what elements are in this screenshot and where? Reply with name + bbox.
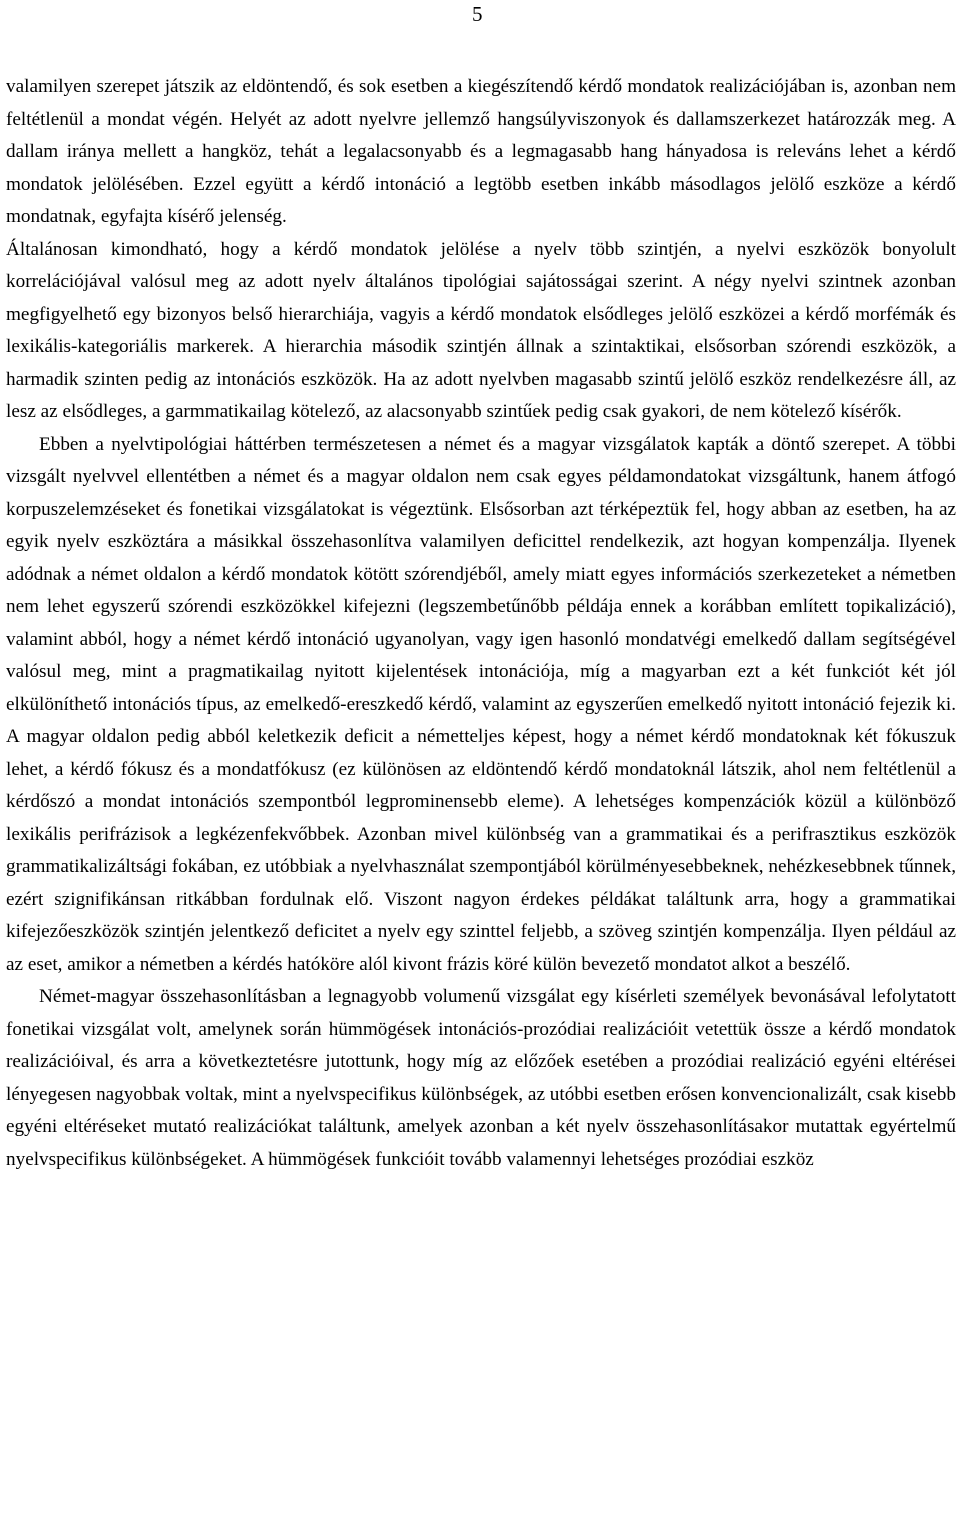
- paragraph: valamilyen szerepet játszik az eldöntendő, és sok esetben a kiegészítendő kérdő mondatok realizációjában is, azonban nem feltétlenül a mondat végén. Helyét az adott nyelvre jellemző hangsúlyviszonyok és dallamszerkezet határozzák meg. A dallam iránya mellett a hangköz, tehát a legalacsonyabb és a legmagasabb hang hányadosa is releváns lehet a kérdő mondatok jelölésében. Ezzel együtt a kérdő intonáció a legtöbb esetben inkább másodlagos jelölő eszköze a kérdő mondatnak, egyfajta kísérő jelenség.: [6, 76, 956, 227]
- paragraph: Német-magyar összehasonlításban a legnagyobb volumenű vizsgálat egy kísérleti személyek bevonásával lefolytatott fonetikai vizsgálat volt, amelynek során hümmögések intonációs-prozódiai realizációit vetettük össze a kérdő mondatok realizációival, és arra a következtetésre jutottunk, hogy míg az előzőek esetében a prozódiai realizáció egyéni eltérései lényegesen nagyobbak voltak, mint a nyelvspecifikus különbségek, az utóbbi esetben erősen konvencionalizált, csak kisebb egyéni eltéréseket mutató realizációkat találtunk, amelyek azonban a két nyelv összehasonlításakor mutattak egyértelmű nyelvspecifikus különbségeket. A hümmögések funkcióit tovább valamennyi lehetséges prozódiai eszköz: [6, 986, 956, 1170]
- body-text: [6, 71, 956, 1176]
- paragraph: Általánosan kimondható, hogy a kérdő mondatok jelölése a nyelv több szintjén, a nyelvi eszközök bonyolult korrelációjával valósul meg az adott nyelv általános tipológiai sajátosságai szerint. A négy nyelvi szintnek azonban megfigyelhető egy bizonyos belső hierarchiája, vagyis a kérdő mondatok elsődleges jelölő eszközei a kérdő morfémák és lexikális-kategoriális markerek. A hierarchia második szintjén állnak a szintaktikai, elsősorban szórendi eszközök, a harmadik szinten pedig az intonációs eszközök. Ha az adott nyelvben magasabb szintű jelölő eszköz rendelkezésre áll, az lesz az elsődleges, a garmmatikailag kötelező, az alacsonyabb szintűek pedig csak gyakori, de nem kötelező kísérők.: [6, 238, 956, 422]
- page-number: 5: [472, 2, 483, 26]
- paragraph: Ebben a nyelvtipológiai háttérben természetesen a német és a magyar vizsgálatok kapták a döntő szerepet. A többi vizsgált nyelvvel ellentétben a német és a magyar oldalon nem csak egyes példamondatokat vizsgáltunk, hanem átfogó korpuszelemzéseket és fonetikai vizsgálatokat is végeztünk. Elsősorban azt térképeztük fel, hogy abban az esetben, ha az egyik nyelv eszköztára a másikkal összehasonlítva valamilyen deficittel rendelkezik, azt hogyan kompenzálja. Ilyenek adódnak a német oldalon a kérdő mondatok kötött szórendjéből, amely miatt egyes információs szerkezeteket a németben nem lehet egyszerű szórendi eszközökkel kifejezni (legszembetűnőbb példája ennek a korábban említett topikalizáció), valamint abból, hogy a német kérdő intonáció ugyanolyan, vagy igen hasonló mondatvégi emelkedő dallam segítségével valósul meg, mint a pragmatikailag nyitott kijelentések intonációja, míg a magyarban ezt a két funkciót két jól elkülöníthető intonációs típus, az emelkedő-ereszkedő kérdő, valamint az egyszerűen emelkedő nyitott intonáció fejezik ki. A magyar oldalon pedig abból keletkezik deficit a németteljes képest, hogy a német kérdő mondatoknak két fókuszuk lehet, a kérdő fókusz és a mondatfókusz (ez különösen az eldöntendő kérdő mondatoknál látszik, ahol nem feltétlenül a kérdőszó a mondat intonációs szempontból legprominensebb eleme). A lehetséges kompenzációk közül a különböző lexikális perifrázisok a legkézenfekvőbbek. Azonban mivel különbség van a grammatikai és a perifrasztikus eszközök grammatikalizáltsági fokában, ez utóbbiak a nyelvhasználat szempontjából körülményesebbeknek, nehézkesebbnek tűnnek, ezért szignifikánsan ritkábban fordulnak elő. Viszont nagyon érdekes példákat találtunk arra, hogy a grammatikai kifejezőeszközök szintjén jelentkező deficitet a nyelv egy szinttel feljebb, a szöveg szintjén kompenzálja. Ilyen például az az eset, amikor a németben a kérdés hatóköre alól kivont frázis köré külön bevezető mondatot alkot a beszélő.: [6, 433, 956, 975]
